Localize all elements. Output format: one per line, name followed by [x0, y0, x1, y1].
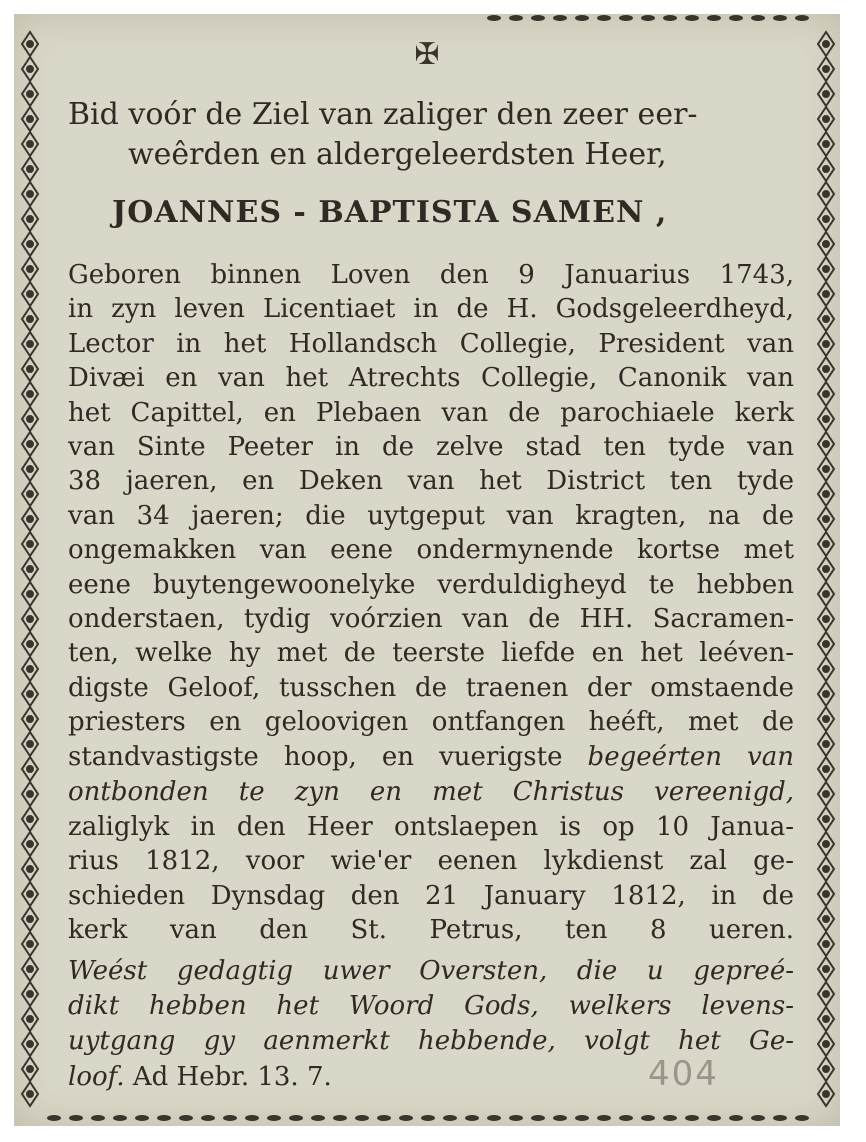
body-line-8: van 34 jaeren; die uytgeput van kragten, na de: [68, 500, 794, 531]
heading-line-2: weêrden en aldergeleerdsten Heer,: [128, 137, 667, 172]
last-line-italic: loof.: [68, 1062, 125, 1092]
cross-icon: ✠: [414, 37, 440, 72]
body-line-6: van Sinte Peeter in de zelve stad ten tyde van: [68, 432, 794, 462]
blessing-line-1: Weést gedagtig uwer Oversten, die u gepreé-: [68, 956, 794, 986]
line-15-normal: standvastigste hoop, en vuerigste: [68, 742, 588, 772]
body-line-4: Divæi en van het Atrechts Collegie, Canonik van: [68, 363, 794, 394]
body-line-12: ten, welke hy met de teerste liefde en het leéven-: [68, 638, 794, 669]
blessing-line-3: uytgang gy aenmerkt hebbende, volgt het Ge-: [68, 1026, 794, 1056]
closing-line-1: zaliglyk in den Heer ontslaepen is op 10 Janua-: [68, 812, 794, 842]
body-line-3: Lector in het Hollandsch Collegie, President van: [68, 328, 794, 359]
deceased-name: JOANNES - BAPTISTA SAMEN ,: [112, 195, 668, 230]
closing-line-3: schieden Dynsdag den 21 January 1812, in de: [68, 880, 794, 911]
body-line-7: 38 jaeren, en Deken van het District ten tyde: [68, 466, 794, 497]
inventory-number: 404: [648, 1054, 719, 1094]
last-line-normal: Ad Hebr. 13. 7.: [124, 1062, 332, 1092]
body-line-2: in zyn leven Licentiaet in de H. Godsgeleerdheyd,: [68, 294, 794, 325]
body-line-11: onderstaen, tydig voórzien van de HH. Sacramen-: [68, 604, 794, 634]
body-line-13: digste Geloof, tusschen de traenen der omstaende: [68, 672, 794, 703]
blessing-line-2: dikt hebben het Woord Gods, welkers levens-: [68, 991, 794, 1021]
body-line-1: Geboren binnen Loven den 9 Januarius 1743,: [68, 260, 794, 290]
body-line-15: [68, 744, 794, 770]
body-line-16: ontbonden te zyn en met Christus vereenigd,: [68, 777, 794, 807]
closing-line-4: kerk van den St. Petrus, ten 8 ueren.: [68, 915, 794, 946]
body-line-14: priesters en geloovigen ontfangen heéft, met de: [68, 707, 794, 738]
line-15-italic: begeérten van: [587, 742, 795, 772]
body-line-10: eene buytengewoonelyke verduldigheyd te hebben: [68, 569, 794, 600]
body-line-9: ongemakken van eene ondermynende kortse met: [68, 535, 794, 566]
body-line-5: het Capittel, en Plebaen van de parochiaele kerk: [68, 397, 794, 428]
closing-line-2: rius 1812, voor wie'er eenen lykdienst zal ge-: [68, 846, 794, 877]
heading-line-1: Bid voór de Ziel van zaliger den zeer eer-: [68, 97, 698, 132]
